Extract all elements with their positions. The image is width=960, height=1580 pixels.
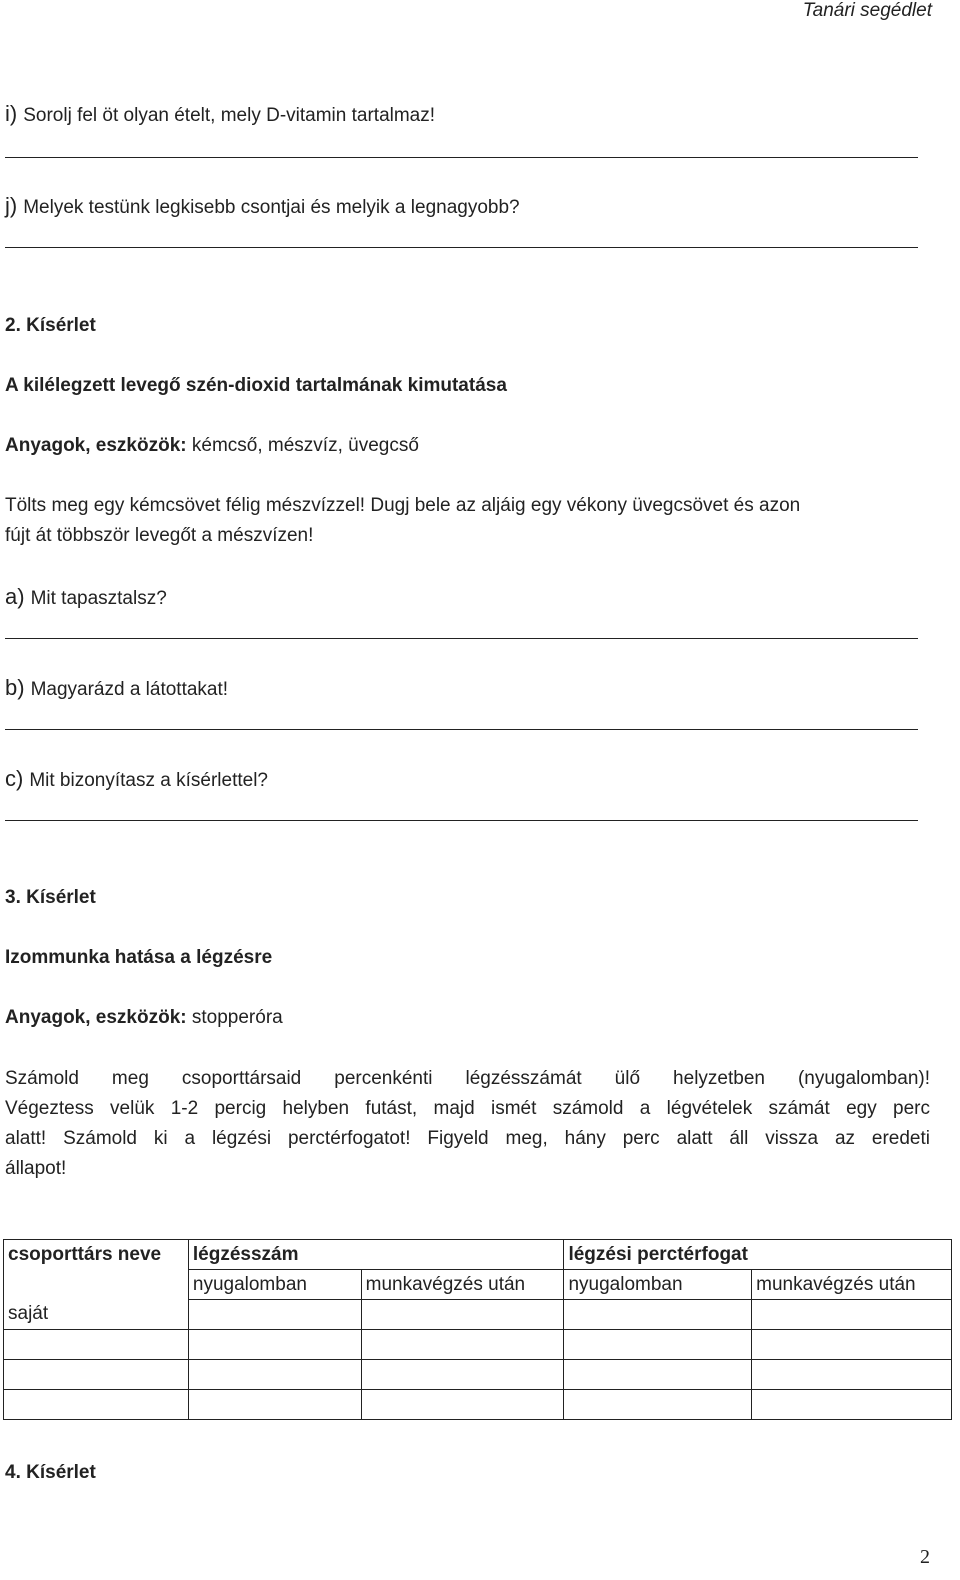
table-cell[interactable]	[188, 1300, 361, 1330]
question-j	[5, 193, 520, 221]
question-letter: b)	[5, 675, 25, 700]
exp3-instructions-line: alatt! Számold ki a légzési perctérfogatot! Figyeld meg, hány perc alatt áll vissza az eredeti	[5, 1128, 930, 1149]
exp3-instructions-line: Végeztess velük 1-2 percig helyben futást, majd ismét számold a légvételek számát egy perc	[5, 1098, 930, 1119]
question-letter: c)	[5, 766, 24, 791]
answer-line[interactable]	[5, 247, 918, 248]
question-letter: i)	[5, 101, 18, 126]
table-row	[4, 1390, 952, 1420]
table-cell[interactable]	[752, 1330, 952, 1360]
exp3-instructions-line: Számold meg csoporttársaid percenkénti légzésszámát ülő helyzetben (nyugalomban)!	[5, 1068, 930, 1089]
table-cell[interactable]	[752, 1300, 952, 1330]
question-text: Mit tapasztalsz?	[30, 588, 167, 609]
materials-label: Anyagok, eszközök:	[5, 1007, 187, 1028]
page-number: 2	[920, 1546, 930, 1568]
row-label-self: saját	[4, 1300, 189, 1330]
question-text: Mit bizonyítasz a kísérlettel?	[29, 770, 268, 791]
exp4-heading: 4. Kísérlet	[5, 1462, 96, 1483]
table-cell[interactable]	[361, 1360, 564, 1390]
table-cell[interactable]	[564, 1390, 752, 1420]
table-cell[interactable]	[564, 1300, 752, 1330]
col-header-volume: légzési perctérfogat	[564, 1240, 952, 1270]
answer-line[interactable]	[5, 820, 918, 821]
table-cell[interactable]	[361, 1390, 564, 1420]
exp2-instructions-line2: fújt át többször levegőt a mészvízen!	[5, 525, 314, 546]
answer-line[interactable]	[5, 729, 918, 730]
table-cell[interactable]	[4, 1390, 189, 1420]
table-row	[4, 1330, 952, 1360]
table-cell[interactable]	[188, 1330, 361, 1360]
table-cell[interactable]	[4, 1330, 189, 1360]
question-letter: a)	[5, 584, 25, 609]
table-subheader-row	[4, 1270, 952, 1300]
exp3-instructions-line: állapot!	[5, 1158, 67, 1179]
question-text: Sorolj fel öt olyan ételt, mely D-vitamin tartalmaz!	[23, 105, 436, 126]
exp2-instructions-line1: Tölts meg egy kémcsövet félig mészvízzel! Dugj bele az aljáig egy vékony üvegcsövet és azon	[5, 495, 801, 516]
exp2-heading: 2. Kísérlet	[5, 315, 96, 336]
answer-line[interactable]	[5, 157, 918, 158]
question-a	[5, 584, 167, 612]
exp3-title: Izommunka hatása a légzésre	[5, 947, 273, 968]
col-header-breath: légzésszám	[188, 1240, 564, 1270]
page-header: Tanári segédlet	[802, 0, 932, 21]
table-row	[4, 1300, 952, 1330]
subheader-rest: nyugalomban	[188, 1270, 361, 1300]
table-header-row	[4, 1240, 952, 1270]
exp2-materials	[5, 431, 419, 461]
table-cell[interactable]	[361, 1300, 564, 1330]
table-cell[interactable]	[752, 1390, 952, 1420]
exp3-materials	[5, 1003, 283, 1033]
table-cell[interactable]	[752, 1360, 952, 1390]
materials-list: kémcső, mészvíz, üvegcső	[191, 435, 419, 456]
question-c	[5, 766, 268, 794]
subheader-work: munkavégzés után	[752, 1270, 952, 1300]
col-header-name: csoporttárs neve	[4, 1240, 189, 1270]
table-cell[interactable]	[564, 1360, 752, 1390]
table-cell[interactable]	[188, 1360, 361, 1390]
subheader-rest: nyugalomban	[564, 1270, 752, 1300]
subheader-work: munkavégzés után	[361, 1270, 564, 1300]
breathing-table	[3, 1239, 952, 1420]
table-row	[4, 1360, 952, 1390]
question-i	[5, 101, 435, 129]
question-text: Melyek testünk legkisebb csontjai és melyik a legnagyobb?	[23, 197, 520, 218]
exp3-heading: 3. Kísérlet	[5, 887, 96, 908]
table-cell[interactable]	[361, 1330, 564, 1360]
table-cell	[4, 1270, 189, 1300]
question-text: Magyarázd a látottakat!	[30, 679, 229, 700]
question-b	[5, 675, 228, 703]
table-cell[interactable]	[188, 1390, 361, 1420]
table-cell[interactable]	[4, 1360, 189, 1390]
table-cell[interactable]	[564, 1330, 752, 1360]
materials-label: Anyagok, eszközök:	[5, 435, 187, 456]
materials-list: stopperóra	[191, 1007, 283, 1028]
question-letter: j)	[5, 193, 18, 218]
exp2-title: A kilélegzett levegő szén-dioxid tartalmának kimutatása	[5, 375, 507, 396]
answer-line[interactable]	[5, 638, 918, 639]
